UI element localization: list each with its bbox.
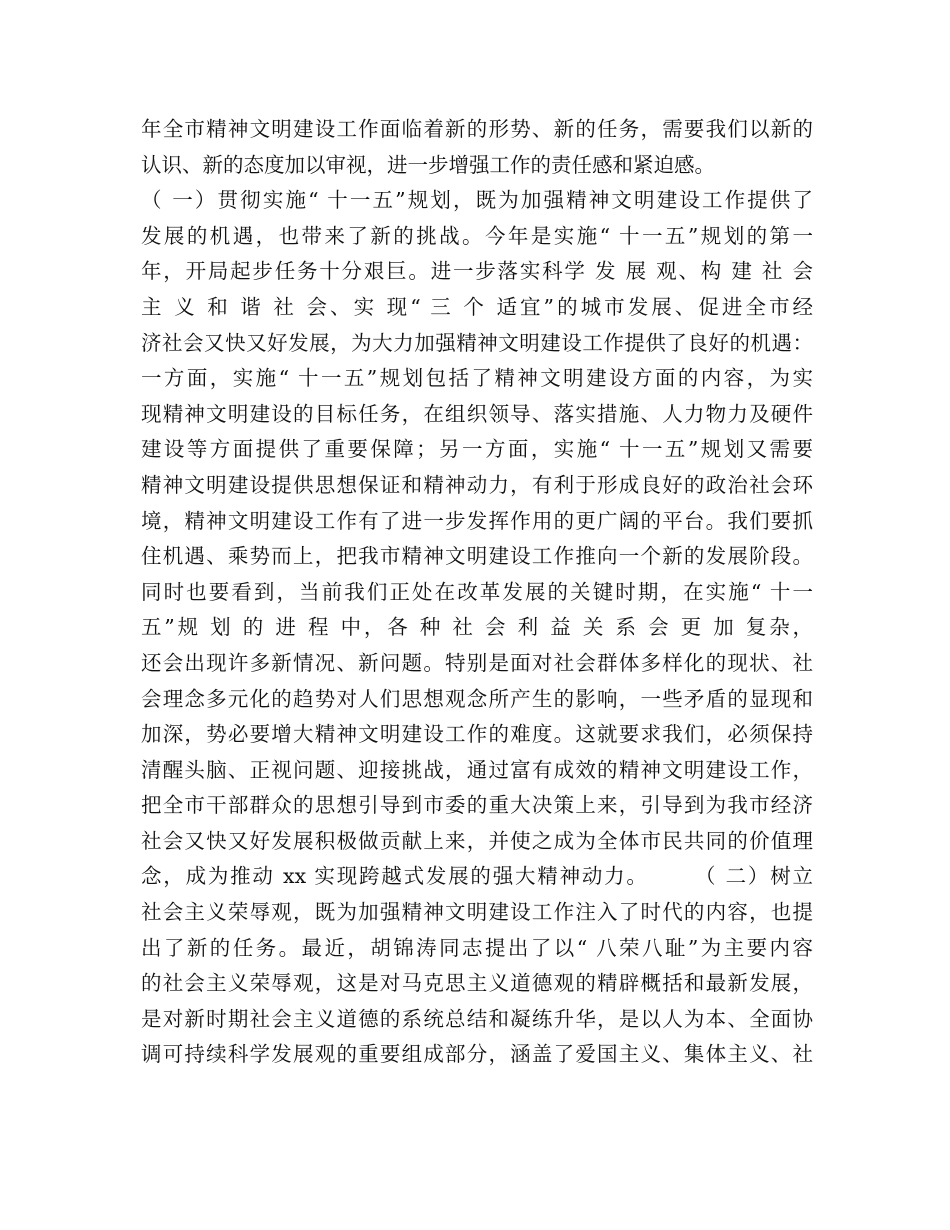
text-line: 调可持续科学发展观的重要组成部分，涵盖了爱国主义、集体主义、社: [141, 1042, 813, 1067]
text-line: 清醒头脑、正视问题、迎接挑战，通过富有成效的精神文明建设工作，: [141, 757, 813, 782]
text-line: 住机遇、乘势而上，把我市精神文明建设工作推向一个新的发展阶段。: [141, 544, 813, 569]
text-line: 主 义 和 谐 社 会、实 现“ 三 个 适宜”的城市发展、促进全市经: [141, 294, 813, 319]
text-line: 出了新的任务。最近，胡锦涛同志提出了以“ 八荣八耻”为主要内容: [141, 935, 813, 960]
text-line: 是对新时期社会主义道德的系统总结和凝练升华，是以人为本、全面协: [141, 1006, 813, 1031]
text-line: 社会主义荣辱观，既为加强精神文明建设工作注入了时代的内容，也提: [141, 900, 813, 925]
text-line: 社会又快又好发展积极做贡献上来，并使之成为全体市民共同的价值理: [141, 828, 813, 853]
text-line: 五”规 划 的 进 程 中，各 种 社 会 利 益 关 系 会 更 加 复杂，: [141, 615, 813, 640]
text-line: 一方面，实施“ 十一五”规划包括了精神文明建设方面的内容，为实: [141, 366, 813, 391]
text-line: 还会出现许多新情况、新问题。特别是面对社会群体多样化的现状、社: [141, 650, 813, 675]
text-line: 会理念多元化的趋势对人们思想观念所产生的影响，一些矛盾的显现和: [141, 686, 813, 711]
body-text: [141, 112, 813, 1073]
text-line: 精神文明建设提供思想保证和精神动力，有利于形成良好的政治社会环: [141, 472, 813, 497]
text-line: 加深，势必要增大精神文明建设工作的难度。这就要求我们，必须保持: [141, 722, 813, 747]
text-line: 发展的机遇，也带来了新的挑战。今年是实施“ 十一五”规划的第一: [141, 223, 813, 248]
text-line: 建设等方面提供了重要保障；另一方面，实施“ 十一五”规划又需要: [141, 437, 813, 462]
text-line: 境，精神文明建设工作有了进一步发挥作用的更广阔的平台。我们要抓: [141, 508, 813, 533]
text-line: 念，成为推动 xx 实现跨越式发展的强大精神动力。 （ 二）树立: [141, 864, 813, 889]
text-line: 济社会又快又好发展，为大力加强精神文明建设工作提供了良好的机遇：: [141, 330, 813, 355]
text-line: 年全市精神文明建设工作面临着新的形势、新的任务，需要我们以新的: [141, 117, 813, 141]
text-line: 认识、新的态度加以审视，进一步增强工作的责任感和紧迫感。: [141, 152, 715, 177]
text-line: 现精神文明建设的目标任务，在组织领导、落实措施、人力物力及硬件: [141, 401, 813, 426]
text-line: 把全市干部群众的思想引导到市委的重大决策上来，引导到为我市经济: [141, 793, 813, 818]
text-line: （ 一）贯彻实施“ 十一五”规划，既为加强精神文明建设工作提供了: [141, 188, 813, 213]
text-line: 同时也要看到，当前我们正处在改革发展的关键时期，在实施“ 十一: [141, 579, 813, 604]
text-line: 年，开局起步任务十分艰巨。进一步落实科学 发 展 观、构 建 社 会: [141, 259, 813, 284]
text-line: 的社会主义荣辱观，这是对马克思主义道德观的精辟概括和最新发展，: [141, 971, 813, 996]
